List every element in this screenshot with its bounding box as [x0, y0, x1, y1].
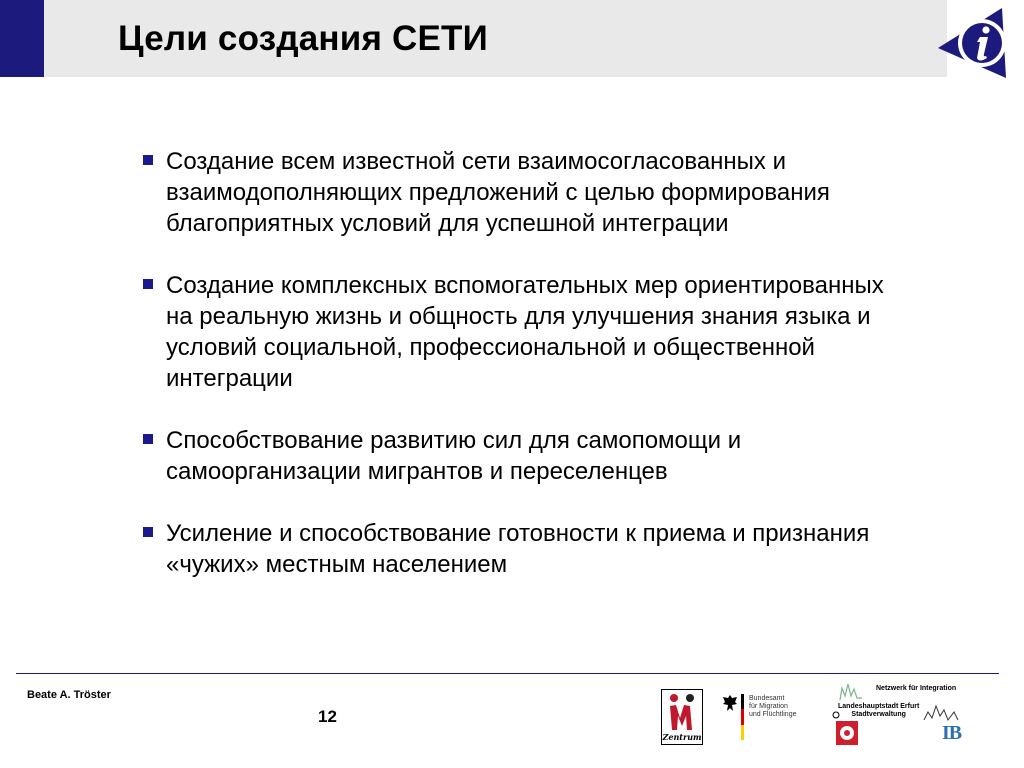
mzentrum-figures-icon — [662, 692, 702, 734]
bullet-item-3 — [140, 425, 900, 487]
square-bullet-icon — [143, 155, 153, 165]
bullet-item-4 — [140, 518, 900, 580]
bamf-text: Bundesamt für Migration und Flüchtlinge — [749, 695, 797, 718]
bullet-item-1 — [140, 146, 900, 239]
square-bullet-icon — [143, 527, 153, 537]
bullet-text-1: Создание всем известной сети взаимосогласованных и взаимодополняющих предложений с целью формирования благоприятных условий для успешной интеграции — [166, 148, 830, 237]
bullet-text-4: Усиление и способствование готовности к приема и признания «чужих» местным населением — [166, 520, 870, 578]
city-line-1: Landeshauptstadt Erfurt — [838, 703, 920, 710]
square-bullet-icon — [143, 279, 153, 289]
author-name: Beate A. Tröster — [27, 689, 111, 701]
bamf-logo — [722, 694, 822, 742]
info-i-icon — [936, 6, 1016, 80]
slide-title: Цели создания СЕТИ — [118, 19, 488, 58]
eagle-icon — [722, 694, 738, 712]
page-number: 12 — [318, 707, 337, 726]
bullet-text-2: Создание комплексных вспомогательных мер ориентированных на реальную жизнь и общность для улучшения знания языка и условий социальной, профессиональной и общественной интеграции — [166, 272, 884, 392]
square-bullet-icon — [143, 434, 153, 444]
netzwerk-integration-logo — [832, 682, 978, 748]
bullet-text-3: Способствование развитию сил для самопомощи и самоорганизации мигрантов и переселенцев — [166, 427, 742, 485]
footer-divider — [16, 673, 999, 674]
mzentrum-label: Zentrum — [662, 732, 702, 742]
netzwerk-title: Netzwerk für Integration — [876, 685, 957, 692]
ib-mark: IB — [942, 722, 962, 744]
bullet-list — [140, 146, 900, 611]
bullet-item-2 — [140, 270, 900, 394]
header-accent-bar — [0, 0, 44, 77]
city-name — [838, 703, 919, 719]
city-line-2: Stadtverwaltung — [851, 711, 906, 718]
mzentrum-logo — [661, 689, 703, 745]
german-flag-stripe — [741, 694, 744, 740]
